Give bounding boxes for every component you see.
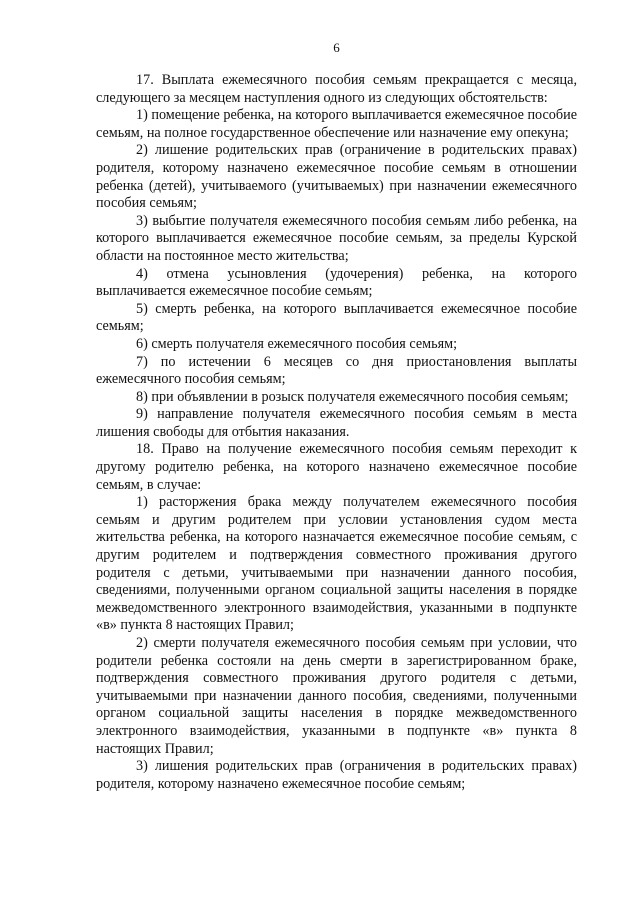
paragraph-17-item-9: 9) направление получателя ежемесячного пособия семьям в места лишения свободы для отбытия наказания. <box>96 406 577 440</box>
paragraph-17: 17. Выплата ежемесячного пособия семьям прекращается с месяца, следующего за месяцем наступления одного из следующих обстоятельств: <box>96 72 577 106</box>
paragraph-17-item-4: 4) отмена усыновления (удочерения) ребенка, на которого выплачивается ежемесячное пособие семьям; <box>96 265 577 300</box>
paragraph-18-item-1: 1) расторжения брака между получателем ежемесячного пособия семьям и другим родителем при условии установления судом места жительства ребенка, на которого назначается ежемесячное пособие семьям, с другим родителем и подтверждения совместного проживания другого родителя с детьми, учитываемыми при назначении данного пособия, сведениями, полученными органом социальной защиты населения в порядке межведомственного электронного взаимодействия, указанными в подпункте «в» пункта 8 настоящих Правил; <box>96 494 577 634</box>
paragraph-17-item-6: 6) смерть получателя ежемесячного пособия семьям; <box>136 335 458 352</box>
page-number: 6 <box>333 40 340 55</box>
paragraph-18-item-2: 2) смерти получателя ежемесячного пособия семьям при условии, что родители ребенка состояли на день смерти в зарегистрированном браке, подтверждения совместного проживания другого родителя с детьми, учитываемыми при назначении данного пособия, сведениями, полученными органом социальной защиты населения в порядке межведомственного электронного взаимодействия, указанными в подпункте «в» пункта 8 настоящих Правил; <box>96 635 577 757</box>
paragraph-17-item-2: 2) лишение родительских прав (ограничение в родительских правах) родителя, которому назначено ежемесячное пособие семьям в отношении ребенка (детей), учитываемого (учитываемых) при назначении ежемесячного пособия семьям; <box>96 142 577 212</box>
paragraph-17-item-8: 8) при объявлении в розыск получателя ежемесячного пособия семьям; <box>136 388 569 405</box>
paragraph-17-item-3: 3) выбытие получателя ежемесячного пособия семьям либо ребенка, на которого выплачивается ежемесячное пособие семьям, за пределы Курской области на постоянное место жительства; <box>96 212 577 264</box>
paragraph-17-item-5: 5) смерть ребенка, на которого выплачивается ежемесячное пособие семьям; <box>96 300 577 335</box>
paragraph-18: 18. Право на получение ежемесячного пособия семьям переходит к другому родителю ребенка, на которого назначено ежемесячное пособие семьям, в случае: <box>96 441 577 493</box>
paragraph-18-item-3: 3) лишения родительских прав (ограничения в родительских правах) родителя, которому назначено ежемесячное пособие семьям; <box>96 758 577 792</box>
paragraph-17-item-1: 1) помещение ребенка, на которого выплачивается ежемесячное пособие семьям, на полное государственное обеспечение или назначение ему опекуна; <box>96 107 577 141</box>
paragraph-17-item-7: 7) по истечении 6 месяцев со дня приостановления выплаты ежемесячного пособия семьям; <box>96 353 577 388</box>
document-page <box>96 40 577 793</box>
